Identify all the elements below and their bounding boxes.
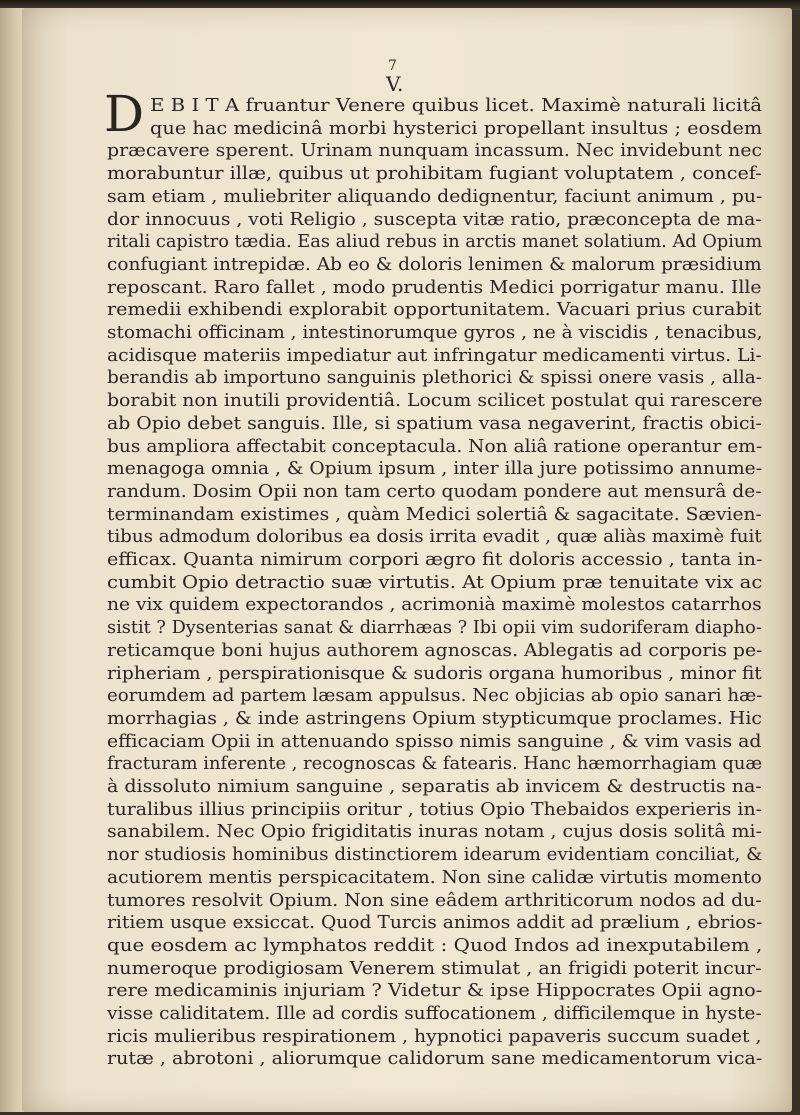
page-number: 7 [388,58,397,74]
text-line: bus ampliora affectabit conceptacula. Non aliâ ratione operantur em- [107,435,763,457]
text-line: fracturam inferente , recognoscas & fatearis. Hanc hæmorrhagiam quæ [107,753,763,775]
text-line: que eosdem ac lymphatos reddit : Quod Indos ad inexputabilem , [107,934,763,956]
text-line: ne vix quidem expectorandos , acrimonià maximè molestos catarrhos [107,594,762,616]
section-heading: V. [386,72,404,96]
text-line: reticamque boni hujus authorem agnoscas. Ablegatis ad corporis pe- [107,639,763,661]
text-line: sam etiam , muliebriter aliquando dedignentur, faciunt animum , pu- [107,185,763,207]
text-line: morrhagias , & inde astringens Opium stypticumque proclames. Hic [107,707,762,729]
text-line: remedii exhibendi explorabit opportunitatem. Vacuari prius curabit [107,299,762,321]
text-line: stomachi officinam , intestinorumque gyros , ne à viscidis , tenacibus, [107,322,763,343]
text-line: efficax. Quanta nimirum corpori ægro fit doloris accessio , tanta in- [107,549,763,570]
text-line: ritiem usque exsiccat. Quod Turcis animos addit ad prælium , ebrios- [107,912,763,934]
text-line: nor studiosis hominibus distinctiorem idearum evidentiam conciliat, & [107,844,763,866]
text-line: berandis ab importuno sanguinis plethorici & spissi onere vasis , alla- [107,367,762,389]
text-line: tumores resolvit Opium. Non sine eâdem arthriticorum nodos ad du- [107,889,762,911]
text-line: randum. Dosim Opii non tam certo quodam pondere aut mensurâ de- [107,480,762,502]
text-line: reposcant. Raro fallet , modo prudentis Medici porrigatur manu. Ille [107,276,762,298]
text-line: visse caliditatem. Ille ad cordis suffocationem , difficilemque in hyste- [107,1003,762,1024]
text-line: à dissoluto nimium sanguine , separatis ab invicem & destructis na- [107,776,762,797]
text-line: que hac medicinâ morbi hysterici propellant insultus ; eosdem [150,117,763,139]
text-line: turalibus illius principiis oritur , totius Opio Thebaidos experieris in- [107,798,762,820]
text-line: E B I T A fruantur Venere quibus licet. Maximè naturali licitâ [150,95,763,116]
text-line: rutæ , abrotoni , aliorumque calidorum sane medicamentorum vica- [107,1048,763,1070]
text-line: eorumdem ad partem læsam appulsus. Nec objicias ab opio sanari hæ- [107,685,763,707]
text-line: tibus admodum doloribus ea dosis irrita evadit , quæ aliàs maximè fuit [107,526,762,548]
text-line: ritali capistro tædia. Eas aliud rebus in arctis manet solatium. Ad Opium [107,231,763,253]
text-line: sanabilem. Nec Opio frigiditatis inuras notam , cujus dosis solitâ mi- [107,821,762,843]
text-line: terminandam existimes , quàm Medici solertiâ & sagacitate. Sævien- [107,503,762,525]
text-line: acutiorem mentis perspicacitatem. Non sine calidæ virtutis momento [107,866,762,888]
text-line: morabuntur illæ, quibus ut prohibitam fugiant voluptatem , concef- [107,163,762,185]
text-line: menagoga omnia , & Opium ipsum , inter illa jure potissimo annume- [107,458,762,480]
text-line: præcavere sperent. Urinam nunquam incassum. Nec invidebunt nec [107,140,763,162]
text-line: numeroque prodigiosam Venerem stimulat , an frigidi poterit incur- [107,957,762,979]
text-line: efficaciam Opii in attenuando spisso nimis sanguine , & vim vasis ad [107,730,762,752]
text-line: confugiant intrepidæ. Ab eo & doloris lenimen & malorum præsidium [107,253,762,275]
drop-cap-initial: D [104,85,145,143]
text-line: dor innocuus , voti Religio , suscepta vitæ ratio, præconcepta de ma- [107,208,762,230]
text-line: borabit non inutili providentiâ. Locum scilicet postulat qui rarescere [107,390,763,412]
text-line: cumbit Opio detractio suæ virtutis. At Opium præ tenuitate vix ac [107,571,763,593]
text-line: sistit ? Dysenterias sanat & diarrhæas ? Ibi opii vim sudoriferam diapho- [107,617,762,639]
text-line: ripheriam , perspirationisque & sudoris organa humoribus , minor fit [107,662,762,684]
text-line: rere medicaminis injuriam ? Videtur & ipse Hippocrates Opii agno- [107,980,763,1002]
text-line: ricis mulieribus respirationem , hypnotici papaveris succum suadet , [107,1025,762,1047]
text-line: acidisque materiis impediatur aut infringatur medicamenti virtus. Li- [107,344,762,366]
text-line: ab Opio debet sanguis. Ille, si spatium vasa negaverint, fractis obici- [107,412,762,434]
